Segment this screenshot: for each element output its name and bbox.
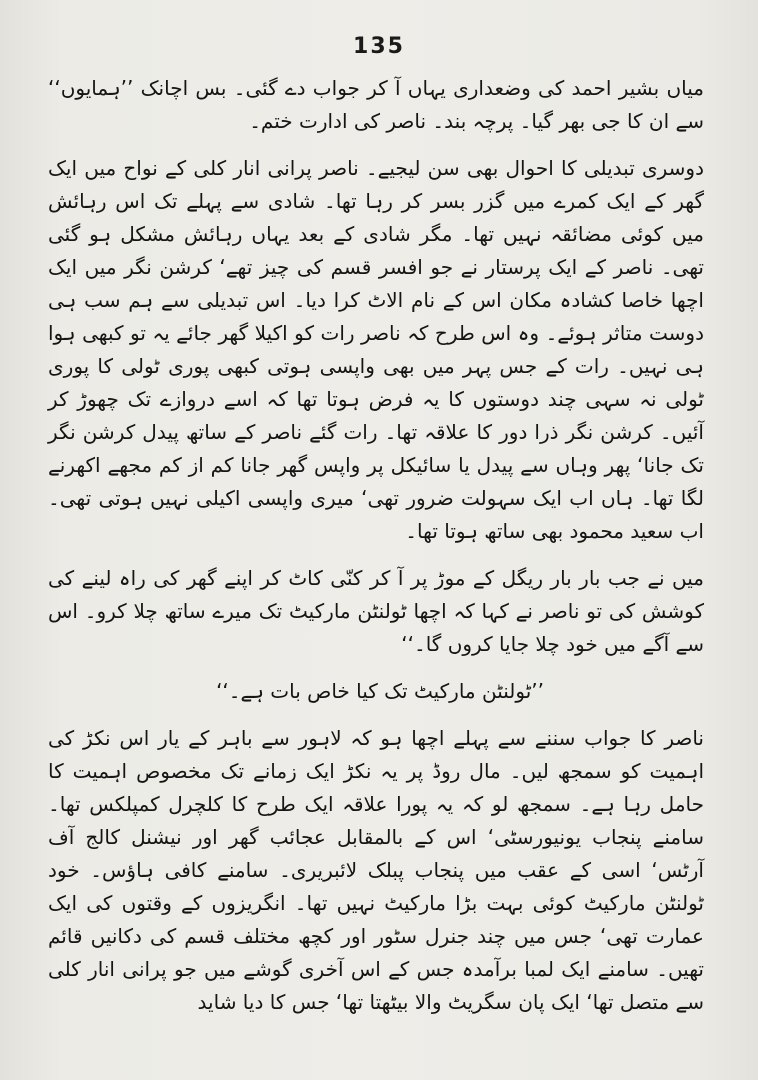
body-text <box>48 72 704 1019</box>
paragraph-3: میں نے جب بار بار ریگل کے موڑ پر آ کر کنّی کاٹ کر اپنے گھر کی راہ لینے کی کوشش کی تو ناصر نے کہا کہ اچھا ٹولنٹن مارکیٹ تک میرے ساتھ چلا کرو۔ اس سے آگے میں خود چلا جایا کروں گا۔‘‘ <box>48 566 704 656</box>
paragraph-5: ناصر کا جواب سننے سے پہلے اچھا ہو کہ لاہور سے باہر کے یار اس نکڑ کی اہمیت کو سمجھ لیں۔ مال روڈ پر یہ نکڑ ایک زمانے تک مخصوص اہمیت کا حامل رہا ہے۔ سمجھ لو کہ یہ پورا علاقہ ایک طرح کا کلچرل کمپلکس تھا۔ سامنے پنجاب یونیورسٹی‘ اس کے بالمقابل عجائب گھر اور نیشنل کالج آف آرٹس‘ اسی کے عقب میں پنجاب پبلک لائبریری۔ سامنے کافی ہاؤس۔ خود ٹولنٹن مارکیٹ کوئی بہت بڑا مارکیٹ نہیں تھا۔ انگریزوں کے وقتوں کی ایک عمارت تھی‘ جس میں چند جنرل سٹور اور کچھ مختلف قسم کی دکانیں قائم تھیں۔ سامنے ایک لمبا برآمدہ جس کے اس آخری گوشے میں جو پرانی انار کلی سے متصل تھا‘ ایک پان سگریٹ والا بیٹھتا تھا‘ جس کا دیا شاید <box>48 726 704 1014</box>
page-number: 135 <box>353 34 405 59</box>
paragraph-1: میاں بشیر احمد کی وضعداری یہاں آ کر جواب دے گئی۔ بس اچانک ’’ہمایوں‘‘ سے ان کا جی بھر گیا۔ پرچہ بند۔ ناصر کی ادارت ختم۔ <box>48 76 704 133</box>
paragraph-2: دوسری تبدیلی کا احوال بھی سن لیجیے۔ ناصر پرانی انار کلی کے نواح میں ایک گھر کے ایک کمرے میں گزر بسر کر رہا تھا۔ شادی سے پہلے تک اس رہائش میں کوئی مضائقہ نہیں تھا۔ مگر شادی کے بعد یہاں رہائش مشکل ہو گئی تھی۔ ناصر کے ایک پرستار نے جو افسر قسم کی چیز تھے‘ کرشن نگر میں ایک اچھا خاصا کشادہ مکان اس کے نام الاٹ کرا دیا۔ اس تبدیلی سے ہم سب ہی دوست متاثر ہوئے۔ وہ اس طرح کہ ناصر رات کو اکیلا گھر جائے یہ تو کبھی ہوا ہی نہیں۔ رات کے جس پہر میں بھی واپسی ہوتی کبھی پوری ٹولی کا پوری ٹولی نہ سہی چند دوستوں کا یہ فرض ہوتا تھا کہ اسے دروازے تک چھوڑ کر آئیں۔ کرشن نگر ذرا دور کا علاقہ تھا۔ رات گئے ناصر کے ساتھ پیدل کرشن نگر تک جانا‘ پھر وہاں سے پیدل یا سائیکل پر واپس گھر جانا کم از کم مجھے اکھرنے لگا تھا۔ ہاں اب ایک سہولت ضرور تھی‘ میری واپسی اکیلی نہیں ہوتی تھی۔ اب سعید محمود بھی ساتھ ہوتا تھا۔ <box>48 156 704 543</box>
paragraph-4-quote: ’’ٹولنٹن مارکیٹ تک کیا خاص بات ہے۔‘‘ <box>216 679 544 703</box>
